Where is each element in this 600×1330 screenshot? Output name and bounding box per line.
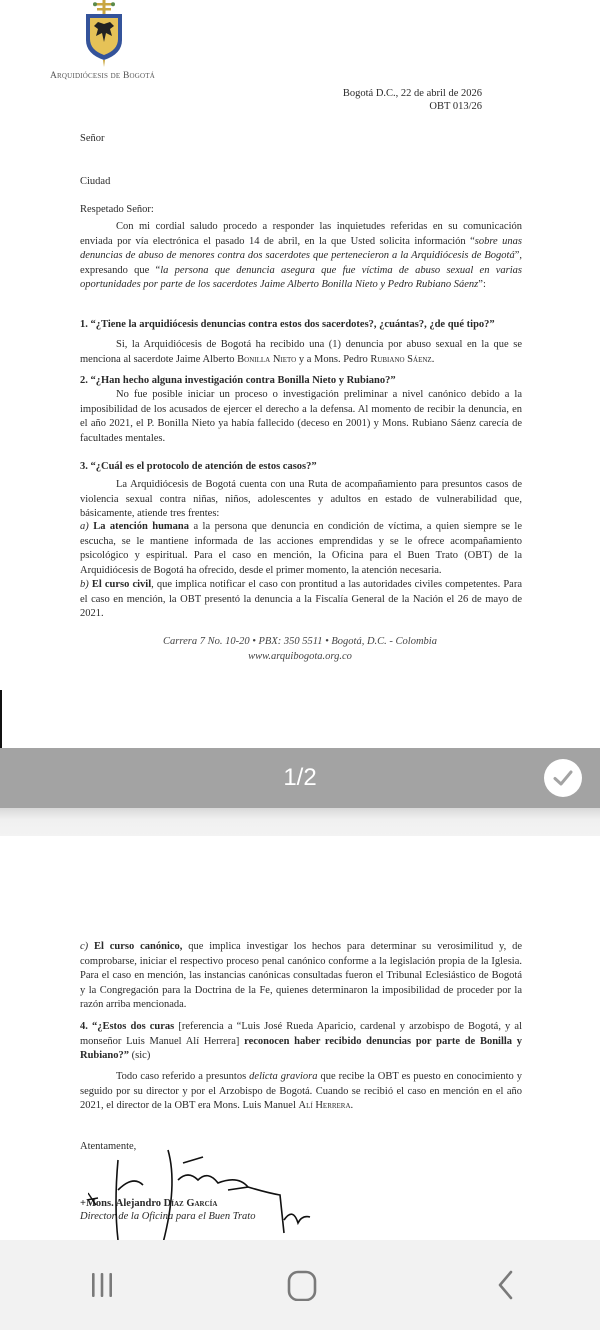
answer-3-intro: La Arquidiócesis de Bogotá cuenta con una Ruta de acompañamiento para presuntos casos de violencia sexual contra niñas, niños, adolescentes y adultos en estado de vulnerabilidad que, básicamente, atiende tres frentes: [80,479,522,520]
system-navigation-bar [0,1240,600,1330]
recents-icon [87,1270,117,1300]
question-2: 2. “¿Han hecho alguna investigación contra Bonilla Nieto y Rubiano?” [80,375,396,386]
answer-3-item-b: b) El curso civil, que implica notificar el caso con prontitud a las autoridades civiles competentes. Para el caso en mención, la OBT presentó la denuncia a la Fiscalía General de la Nación el 26 de mayo de 2021. [80,579,522,620]
question-1: 1. “¿Tiene la arquidiócesis denuncias contra estos dos sacerdotes?, ¿cuántas?, ¿de qué tipo?” [80,319,495,330]
back-button[interactable] [476,1265,536,1305]
page-separator [0,808,600,836]
recents-button[interactable] [72,1265,132,1305]
signer-title: Director de la Oficina para el Buen Trato [80,1211,256,1222]
footer-address: Carrera 7 No. 10-20 • PBX: 350 5511 • Bogotá, D.C. - Colombia [163,636,437,647]
confirm-button[interactable] [544,759,582,797]
valediction: Atentamente, [80,1141,137,1152]
salutation: Respetado Señor: [80,204,154,215]
home-button[interactable] [273,1265,333,1305]
signer-name: +Mons. Alejandro Díaz García [80,1198,218,1209]
answer-3-item-c: c) El curso canónico, que implica investigar los hechos para determinar su verosimilitud y, de comprobarse, iniciar el respectivo proceso penal canónico conforme a la legislación propia de la Iglesia. Para el caso en mención, las instancias canónicas consultadas fueron el Tribunal Eclesiástico de Bogotá y la Congregación para la Doctrina de la Fe, quienes determinaron la imposibilidad de proceder por la razón arriba mencionada. [80,941,522,1011]
answer-1: Si, la Arquidiócesis de Bogotá ha recibido una (1) denuncia por abuso sexual en la que se menciona al sacerdote Jaime Alberto Bonilla Nieto y a Mons. Pedro Rubiano Sáenz. [80,339,522,365]
question-3: 3. “¿Cuál es el protocolo de atención de estos casos?” [80,461,317,472]
footer-website: www.arquibogota.org.co [248,651,352,662]
page-edge-divider [0,690,2,748]
answer-4: Todo caso referido a presuntos delicta graviora que recibe la OBT es puesto en conocimiento y seguido por su director y por el Arzobispo de Bogotá. Cuando se recibió el caso en mención en el año 2021, el director de la OBT era Mons. Luis Manuel Alí Herrera. [80,1071,522,1112]
recipient-city: Ciudad [80,176,111,187]
answer-3-item-a: a) La atención humana a la persona que denuncia en condición de víctima, a quien siempre se le escucha, se le mantiene informada de las acciones emprendidas y se le ofrece acompañamiento psicológico y espiritual. Para el caso en mención, la Oficina para el Buen Trato (OBT) de la Arquidiócesis de Bogotá ha ofrecido, desde el primer momento, la atención necesaria. [80,521,523,576]
home-icon [287,1269,319,1301]
recipient-title: Señor [80,133,105,144]
signature-icon [88,1145,328,1245]
page-indicator-bar [0,748,600,808]
reference-number: OBT 013/26 [429,101,482,112]
back-icon [491,1269,521,1301]
question-4: 4. “¿Estos dos curas [referencia a “Luis José Rueda Aparicio, cardenal y arzobispo de Bogotá, y al monseñor Luis Manuel Alí Herrera] reconocen haber recibido denuncias por parte de Bonilla y Rubiano?” (sic) [80,1021,522,1062]
answer-2: No fue posible iniciar un proceso o investigación preliminar a nivel canónico debido a la imposibilidad de los acusados de ejercer el derecho a la defensa. Al momento de recibir la denuncia, en el año 2021, el P. Bonilla Nieto ya había fallecido (deceso en 2001) y Mons. Rubiano Sáenz carecía de facultades mentales. [80,389,522,444]
page-count: 1/2 [283,764,317,791]
check-circle-icon [552,767,574,789]
archdiocese-crest-icon [84,0,124,68]
intro-paragraph: Con mi cordial saludo procedo a responder las inquietudes referidas en su comunicación enviada por vía electrónica el pasado 14 de abril, en la que Usted solicita información “sobre unas denuncias de abuso de menores contra dos sacerdotes que pertenecieron a la Arquidiócesis de Bogotá”, expresando que “la persona que denuncia asegura que fue víctima de abuso sexual en varias oportunidades por parte de los sacerdotes Jaime Alberto Bonilla Nieto y Pedro Rubiano Sáenz”: [80,221,523,291]
letter-date: Bogotá D.C., 22 de abril de 2026 [342,88,482,99]
org-name: Arquidiócesis de Bogotá [50,71,155,81]
